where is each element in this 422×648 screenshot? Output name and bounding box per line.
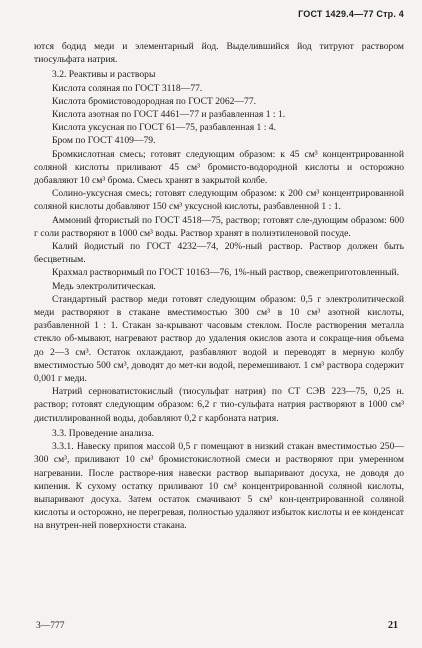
page-number: 21 xyxy=(388,620,398,631)
paragraph-bromine-mixture: Бромкислотная смесь; готовят следующим образом: к 45 см³ концентрированной соляной кислоты приливают 45 см³ бромисто-водородной кислоты и осторожно добавляют 10 см³ брома. Смесь хранят в закрытой колбе. xyxy=(34,148,404,187)
paragraph-thiosulfate: Натрий серноватистокислый (тиосульфат натрия) по СТ СЭВ 223—75, 0,25 н. раствор; готовят следующим образом: 6,2 г тио-сульфата натрия растворяют в 1000 см³ дистиллированной воды, добавляют 0,2 г карбоната натрия. xyxy=(34,386,404,424)
reagent-item: Кислота уксусная по ГОСТ 61—75, разбавленная 1 : 4. xyxy=(52,122,276,134)
section-heading-reagents: 3.2. Реактивы и растворы xyxy=(52,69,156,81)
paragraph-ammonium-fluoride: Аммоний фтористый по ГОСТ 4518—75, раствор; готовят сле-дующим образом: 600 г соли растворяют в 1000 см³ воды. Раствор хранят в полиэтиленовой посуде. xyxy=(34,214,404,239)
footer-signature: 3—777 xyxy=(36,621,65,631)
reagent-item: Кислота бромистоводородная по ГОСТ 2062—77. xyxy=(52,95,257,107)
reagent-item: Кислота соляная по ГОСТ 3118—77. xyxy=(52,82,203,94)
section-heading-analysis: 3.3. Проведение анализа. xyxy=(52,427,155,439)
paragraph-intro: ются бодид меди и элементарный йод. Выделившийся йод титруют раствором тиосульфата натрия. xyxy=(34,41,404,66)
paragraph-procedure: 3.3.1. Навеску припоя массой 0,5 г помещают в низкий стакан вместимостью 250—300 см³, приливают 10 см³ бромистокислотной смеси и растворяют при умеренном нагревании. После растворе-ния навески раствор выпаривают досуха, не доводя до кипения. К сухому остатку приливают 10 см³ концентрированной соляной кислоты, выпаривают досуха. Затем остаток смачивают 5 см³ кон-центрированной соляной кислоты и осторожно, не перегревая, полностью удаляют избыток кислоты и ее конденсат на внутрен-ней поверхности стакана. xyxy=(34,441,404,532)
paragraph-potassium-iodide: Калий йодистый по ГОСТ 4232—74, 20%-ный раствор. Раствор должен быть бесцветным. xyxy=(34,241,404,266)
page-header: ГОСТ 1429.4—77 Стр. 4 xyxy=(298,9,404,19)
paragraph-acetic-mixture: Солино-уксусная смесь; готовят следующим образом: к 200 см³ концентрированной соляной кислоты добавляют 150 см³ уксусной кислоты, разбавленной 1 : 1. xyxy=(34,188,404,213)
document-body xyxy=(34,40,404,533)
reagent-item: Бром по ГОСТ 4109—79. xyxy=(52,135,156,147)
paragraph-standard-solution: Стандартный раствор меди готовят следующим образом: 0,5 г электролитической меди растворяют в стакане вместимостью 300 см³ в 10 см³ азотной кислоты, разбавленной 1 : 1. Стакан за-крывают часовым стеклом. После растворения металла стекло об-мывают, нагревают раствор до удаления окислов азота и сокраще-ния объема до 2—3 см³. Остаток охлаждают, разбавляют водой и переводят в мерную колбу вместимостью 500 см³, доводят до мет-ки водой, перемешивают. 1 см³ раствора содержит 0,001 г меди. xyxy=(34,293,404,385)
paragraph-starch: Крахмал растворимый по ГОСТ 10163—76, 1%-ный раствор, свежеприготовленный. xyxy=(52,267,400,279)
paragraph-copper: Медь электролитическая. xyxy=(52,280,156,292)
reagent-item: Кислота азотная по ГОСТ 4461—77 и разбавленная 1 : 1. xyxy=(52,109,286,121)
